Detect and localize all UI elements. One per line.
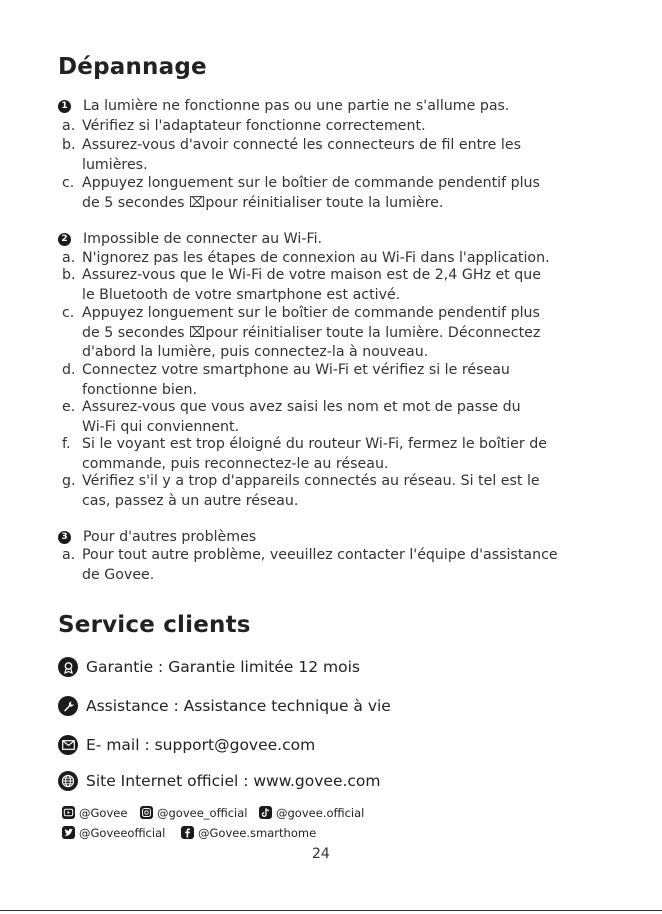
item-line: de Govee. bbox=[82, 566, 155, 583]
twitter-icon bbox=[62, 826, 75, 839]
item-text bbox=[82, 304, 602, 363]
globe-icon bbox=[58, 771, 78, 791]
item-text bbox=[82, 117, 602, 137]
item-line: Assurez-vous que le Wi-Fi de votre maison est de 2,4 GHz et que bbox=[82, 267, 541, 283]
instagram-icon bbox=[140, 806, 153, 819]
tiktok-handle-text: @govee.official bbox=[276, 806, 365, 820]
item-text bbox=[82, 546, 602, 585]
item-line: Assurez-vous d'avoir connecté les connecteurs de fil entre les bbox=[82, 137, 521, 153]
item-line: Si le voyant est trop éloigné du routeur Wi-Fi, fermez le boîtier de bbox=[82, 436, 547, 452]
item-letter: b. bbox=[62, 137, 76, 153]
item-line: de 5 secondes ⌧pour réinitialiser toute la lumière. Déconnectez bbox=[82, 324, 541, 341]
warranty-icon bbox=[58, 657, 78, 677]
item-line: Vérifiez s'il y a trop d'appareils connectés au réseau. Si tel est le bbox=[82, 473, 540, 489]
item-text bbox=[82, 398, 602, 437]
item-letter: e. bbox=[62, 399, 76, 415]
item-letter: b. bbox=[62, 267, 76, 283]
item-letter: f. bbox=[62, 436, 71, 452]
warranty-text: Garantie : Garantie limitée 12 mois bbox=[86, 658, 360, 676]
item-line: Pour tout autre problème, veeuillez contacter l'équipe d'assistance bbox=[82, 547, 558, 563]
item-line: cas, passez à un autre réseau. bbox=[82, 492, 299, 509]
item-letter: d. bbox=[62, 362, 76, 378]
item-line: Appuyez longuement sur le boîtier de commande pendentif plus bbox=[82, 305, 540, 321]
facebook-handle-text: @Govee.smarthome bbox=[198, 826, 317, 840]
customer-service-title: Service clients bbox=[58, 612, 251, 638]
item-letter: g. bbox=[62, 473, 76, 489]
item-line: Vérifiez si l'adaptateur fonctionne correctement. bbox=[82, 118, 426, 134]
twitter-handle[interactable] bbox=[62, 826, 165, 840]
item-text bbox=[82, 472, 602, 511]
page-number: 24 bbox=[312, 846, 330, 862]
item-text bbox=[82, 361, 602, 400]
item-line: Wi-Fi qui conviennent. bbox=[82, 418, 240, 435]
item-line: N'ignorez pas les étapes de connexion au Wi-Fi dans l'application. bbox=[82, 250, 550, 266]
item-letter: a. bbox=[62, 547, 76, 563]
item-line: commande, puis reconnectez-le au réseau. bbox=[82, 455, 389, 472]
bottom-divider bbox=[0, 910, 662, 911]
wrench-icon bbox=[58, 696, 78, 716]
support-text: Assistance : Assistance technique à vie bbox=[86, 697, 391, 715]
mail-icon bbox=[58, 735, 78, 755]
section-heading-text: Pour d'autres problèmes bbox=[83, 529, 257, 545]
item-text bbox=[82, 136, 602, 175]
section-heading-text: La lumière ne fonctionne pas ou une partie ne s'allume pas. bbox=[83, 98, 510, 114]
item-text bbox=[82, 266, 602, 305]
email-text[interactable]: E- mail : support@govee.com bbox=[86, 736, 316, 754]
item-line: Appuyez longuement sur le boîtier de commande pendentif plus bbox=[82, 175, 540, 191]
item-line: fonctionne bien. bbox=[82, 381, 198, 398]
item-line: d'abord la lumière, puis connectez-la à nouveau. bbox=[82, 344, 429, 360]
youtube-icon bbox=[62, 806, 75, 819]
item-text bbox=[82, 435, 602, 474]
item-line: lumières. bbox=[82, 156, 148, 173]
item-text bbox=[82, 174, 602, 213]
tiktok-handle[interactable] bbox=[259, 806, 364, 820]
website-text[interactable]: Site Internet officiel : www.govee.com bbox=[86, 772, 381, 790]
item-line: Assurez-vous que vous avez saisi les nom et mot de passe du bbox=[82, 399, 521, 415]
item-letter: c. bbox=[62, 305, 75, 321]
tiktok-icon bbox=[259, 806, 272, 819]
number-badge: 1 bbox=[58, 100, 71, 113]
item-letter: c. bbox=[62, 175, 75, 191]
item-line: de 5 secondes ⌧pour réinitialiser toute la lumière. bbox=[82, 194, 444, 211]
instagram-handle-text: @govee_official bbox=[157, 806, 248, 820]
twitter-handle-text: @Goveeofficial bbox=[79, 826, 166, 840]
number-badge: 3 bbox=[58, 531, 71, 544]
instagram-handle[interactable] bbox=[140, 806, 247, 820]
facebook-icon bbox=[181, 826, 194, 839]
item-line: Connectez votre smartphone au Wi-Fi et vérifiez si le réseau bbox=[82, 362, 510, 378]
youtube-handle-text: @Govee bbox=[79, 806, 128, 820]
item-line: le Bluetooth de votre smartphone est activé. bbox=[82, 286, 401, 303]
troubleshooting-title: Dépannage bbox=[58, 54, 207, 80]
item-letter: a. bbox=[62, 250, 76, 266]
youtube-handle[interactable] bbox=[62, 806, 127, 820]
item-letter: a. bbox=[62, 118, 76, 134]
number-badge: 2 bbox=[58, 233, 71, 246]
facebook-handle[interactable] bbox=[181, 826, 316, 840]
section-heading-text: Impossible de connecter au Wi-Fi. bbox=[83, 231, 323, 247]
